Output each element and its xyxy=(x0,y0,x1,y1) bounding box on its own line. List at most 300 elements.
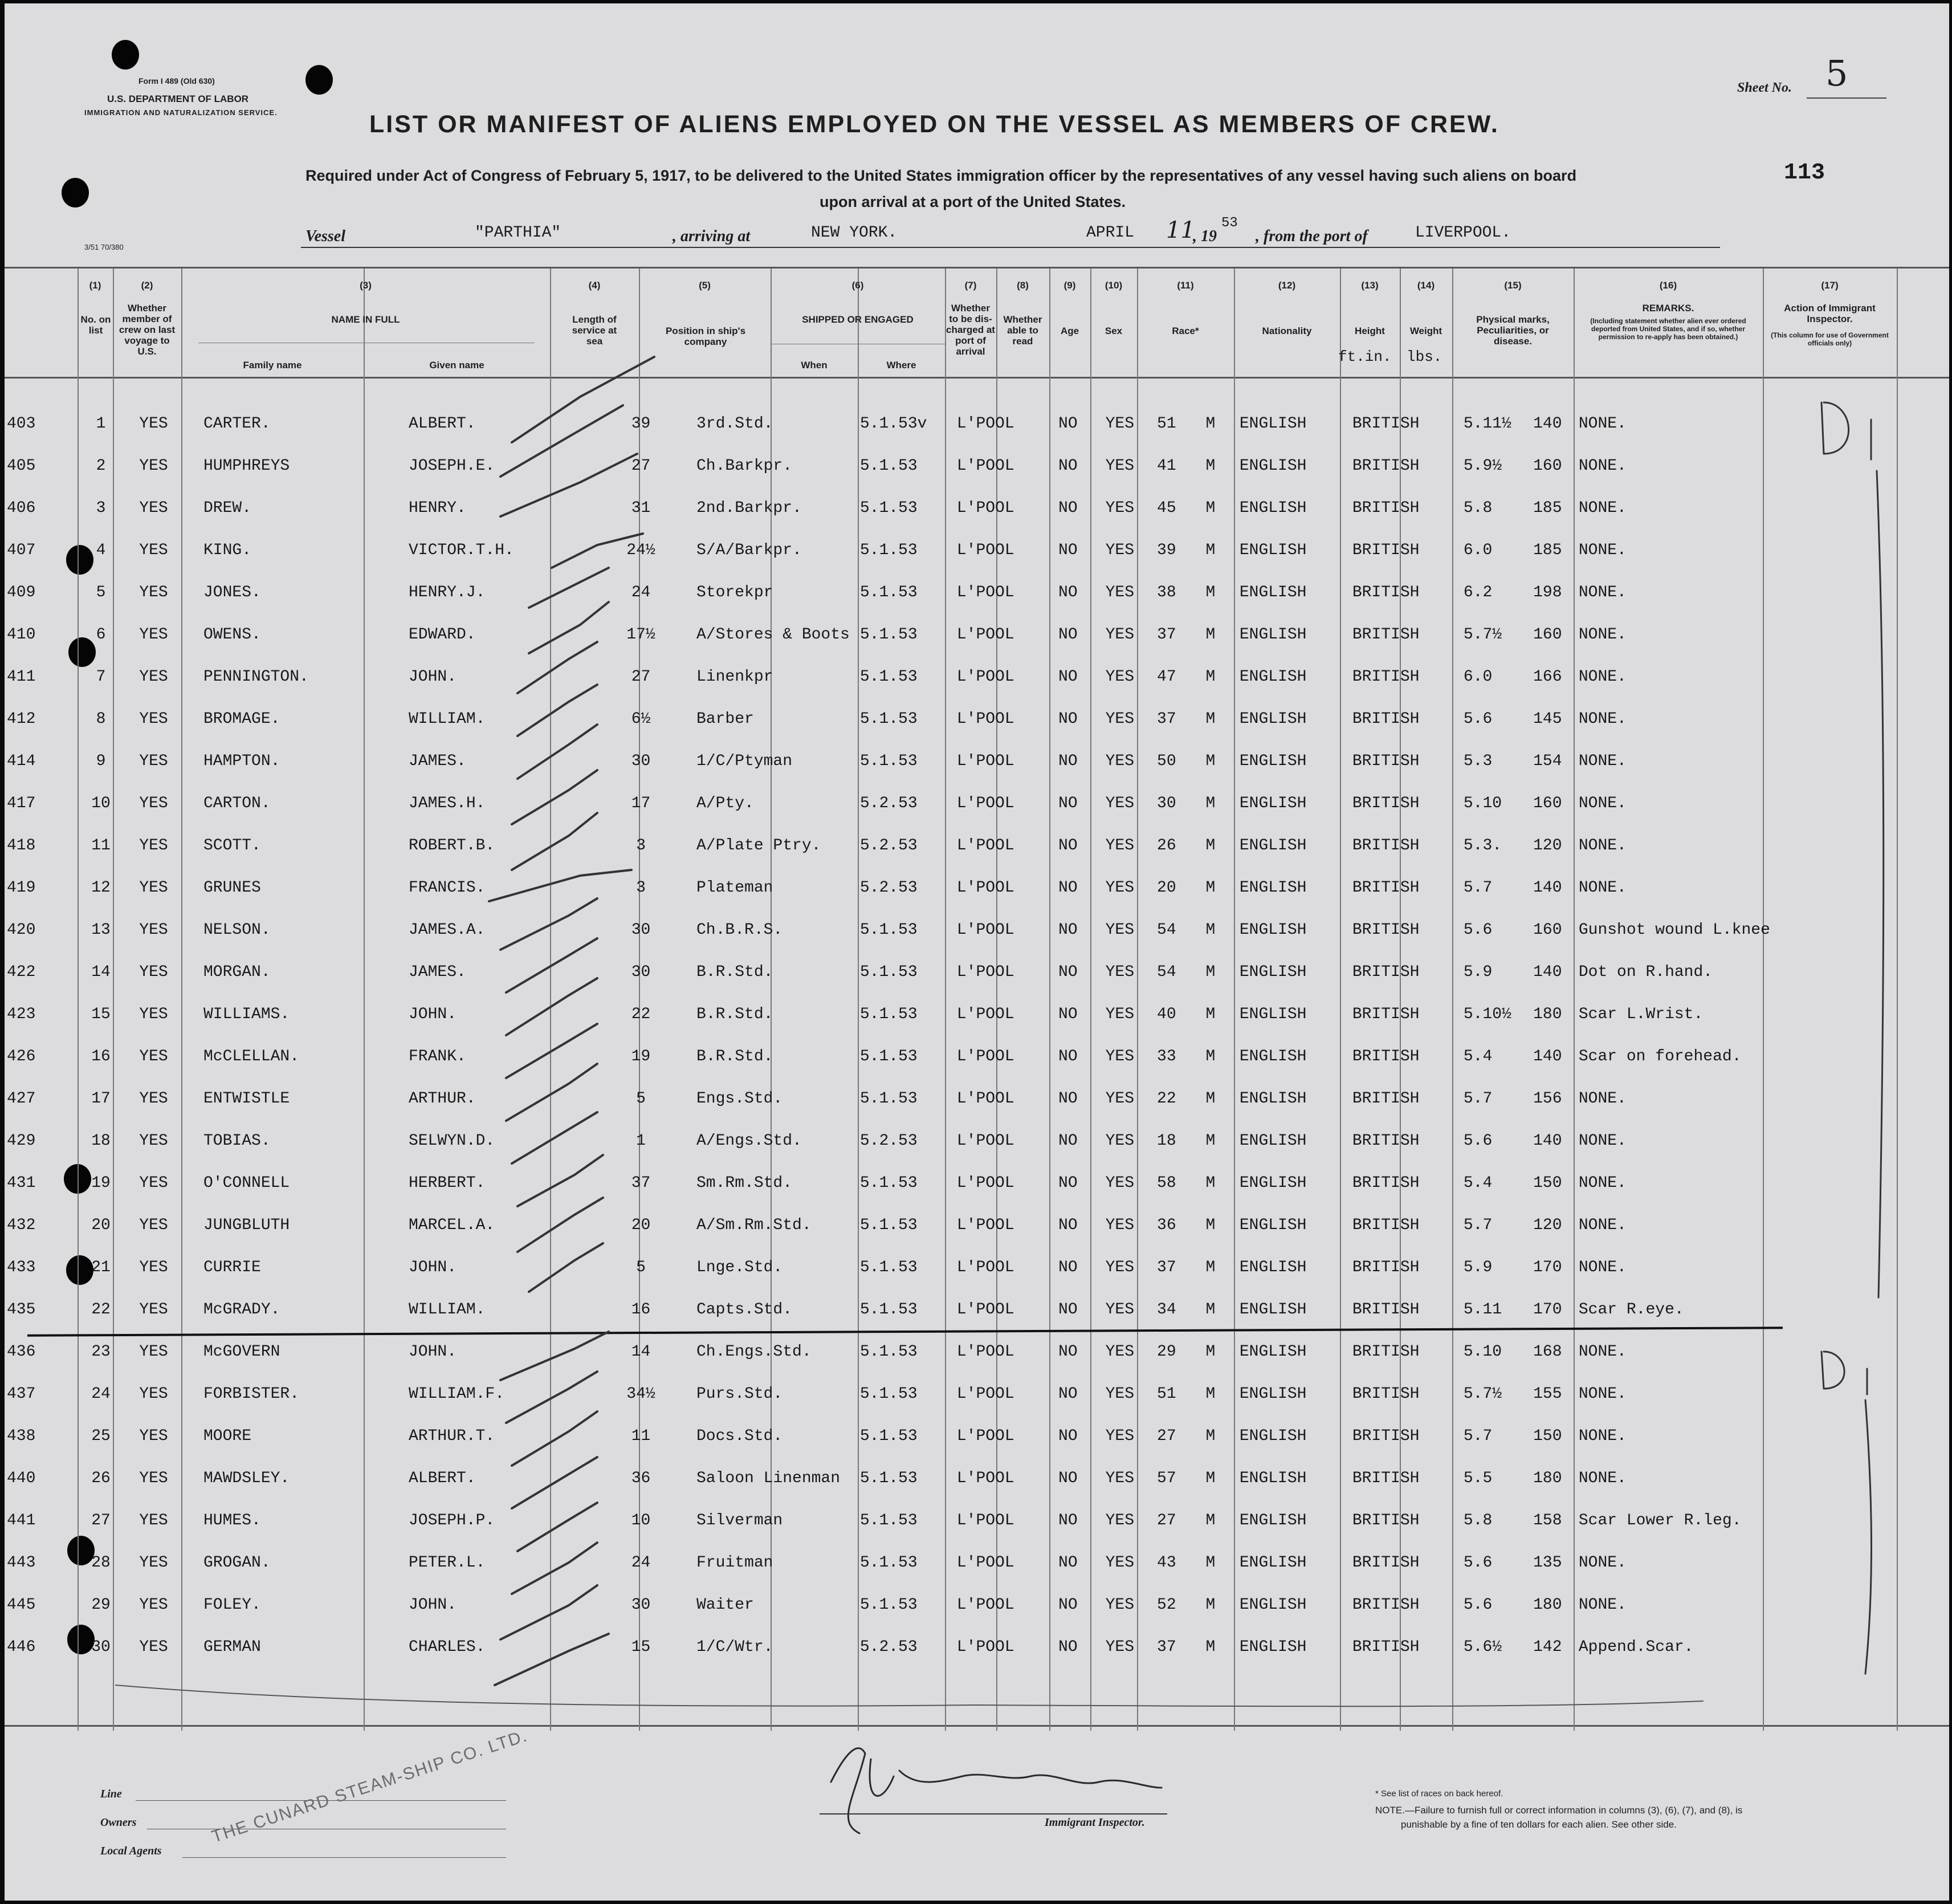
height-cell: 5.9 xyxy=(1463,963,1493,981)
pen-checkmarks xyxy=(5,3,1949,1901)
sex-cell: M xyxy=(1205,414,1216,433)
family-name-cell: HUMPHREYS xyxy=(203,457,290,475)
age-cell: 27 xyxy=(1157,1511,1176,1529)
age-cell: 39 xyxy=(1157,541,1176,559)
position-cell: 2nd.Barkpr. xyxy=(696,499,802,517)
engaged-when-cell: 5.1.53 xyxy=(859,963,918,981)
engaged-when-cell: 5.1.53 xyxy=(859,1469,918,1487)
last-voyage-cell: YES xyxy=(139,1047,168,1065)
checkmark xyxy=(512,1457,597,1508)
height-cell: 5.11½ xyxy=(1463,414,1511,433)
sex-cell: M xyxy=(1205,1638,1216,1656)
height-cell: 5.10 xyxy=(1463,794,1502,812)
race-cell: ENGLISH xyxy=(1239,499,1307,517)
family-name-cell: MAWDSLEY. xyxy=(203,1469,290,1487)
weight-cell: 154 xyxy=(1533,752,1562,770)
last-voyage-cell: YES xyxy=(139,668,168,686)
list-ref-cell: 403 xyxy=(7,414,36,433)
nationality-cell: BRITISH xyxy=(1352,1300,1420,1319)
discharged-cell: NO xyxy=(1058,668,1078,686)
given-name-cell: JOHN. xyxy=(409,1258,457,1276)
age-cell: 27 xyxy=(1157,1427,1176,1445)
weight-cell: 142 xyxy=(1533,1638,1562,1656)
col-header-number: (13) xyxy=(1361,280,1379,291)
height-cell: 5.9 xyxy=(1463,1258,1493,1276)
weight-cell: 185 xyxy=(1533,499,1562,517)
discharged-cell: NO xyxy=(1058,1258,1078,1276)
engaged-where-cell: L'POOL xyxy=(956,921,1014,939)
age-cell: 40 xyxy=(1157,1005,1176,1023)
race-cell: ENGLISH xyxy=(1239,414,1307,433)
weight-cell: 180 xyxy=(1533,1469,1562,1487)
list-ref-cell: 417 xyxy=(7,794,36,812)
engaged-when-cell: 5.1.53v xyxy=(859,414,927,433)
col-header-number: (2) xyxy=(141,280,153,291)
height-unit: ft.in. xyxy=(1338,348,1392,365)
given-name-cell: JOHN. xyxy=(409,1005,457,1023)
discharged-cell: NO xyxy=(1058,836,1078,855)
age-cell: 52 xyxy=(1157,1596,1176,1614)
physical-marks-cell: NONE. xyxy=(1578,625,1627,644)
weight-cell: 170 xyxy=(1533,1300,1562,1319)
able-to-read-cell: YES xyxy=(1105,1089,1135,1108)
able-to-read-cell: YES xyxy=(1105,752,1135,770)
row-number-cell: 3 xyxy=(96,499,106,517)
service-length-cell: 30 xyxy=(631,921,651,939)
family-name-cell: TOBIAS. xyxy=(203,1132,271,1150)
row-number-cell: 2 xyxy=(96,457,106,475)
list-ref-cell: 431 xyxy=(7,1174,36,1192)
service-length-cell: 30 xyxy=(631,752,651,770)
given-name-cell: ALBERT. xyxy=(409,1469,476,1487)
able-to-read-cell: YES xyxy=(1105,499,1135,517)
engaged-when-cell: 5.2.53 xyxy=(859,1132,918,1150)
service-length-cell: 27 xyxy=(631,668,651,686)
service-length-cell: 1 xyxy=(636,1132,646,1150)
position-cell: Silverman xyxy=(696,1511,783,1529)
given-name-cell: JOHN. xyxy=(409,668,457,686)
height-cell: 5.6 xyxy=(1463,1132,1493,1150)
race-cell: ENGLISH xyxy=(1239,1005,1307,1023)
checkmark xyxy=(512,1543,597,1594)
engaged-when-cell: 5.1.53 xyxy=(859,583,918,601)
nationality-cell: BRITISH xyxy=(1352,1511,1420,1529)
family-name-cell: HUMES. xyxy=(203,1511,261,1529)
last-voyage-cell: YES xyxy=(139,752,168,770)
row-number-cell: 9 xyxy=(96,752,106,770)
cunard-stamp: THE CUNARD STEAM-SHIP CO. LTD. xyxy=(209,1726,530,1847)
subtitle-line2: upon arrival at a port of the United States. xyxy=(820,193,1126,210)
family-name-cell: JONES. xyxy=(203,583,261,601)
engaged-where-cell: L'POOL xyxy=(956,1258,1014,1276)
sex-cell: M xyxy=(1205,457,1216,475)
weight-cell: 180 xyxy=(1533,1596,1562,1614)
service-length-cell: 24 xyxy=(631,583,651,601)
height-cell: 5.6 xyxy=(1463,710,1493,728)
engaged-where-cell: L'POOL xyxy=(956,1511,1014,1529)
engaged-when-cell: 5.2.53 xyxy=(859,1638,918,1656)
race-cell: ENGLISH xyxy=(1239,1342,1307,1361)
age-cell: 36 xyxy=(1157,1216,1176,1234)
engaged-when-cell: 5.2.53 xyxy=(859,836,918,855)
age-cell: 29 xyxy=(1157,1342,1176,1361)
checkmark xyxy=(512,1411,597,1466)
col-header-weight: Weight xyxy=(1409,326,1442,336)
service-length-cell: 6½ xyxy=(631,710,651,728)
col-header-sex: Sex xyxy=(1105,326,1123,336)
height-cell: 5.6½ xyxy=(1463,1638,1502,1656)
engaged-where-cell: L'POOL xyxy=(956,1638,1014,1656)
year-suffix: 53 xyxy=(1221,215,1238,231)
list-ref-cell: 423 xyxy=(7,1005,36,1023)
position-cell: Saloon Linenman xyxy=(696,1469,841,1487)
engaged-where-cell: L'POOL xyxy=(956,1553,1014,1572)
able-to-read-cell: YES xyxy=(1105,1005,1135,1023)
family-name-cell: MOORE xyxy=(203,1427,252,1445)
last-voyage-cell: YES xyxy=(139,921,168,939)
stamp-number: 113 xyxy=(1784,160,1825,186)
given-name-cell: ARTHUR. xyxy=(409,1089,476,1108)
height-cell: 5.4 xyxy=(1463,1174,1493,1192)
discharged-cell: NO xyxy=(1058,414,1078,433)
given-name-cell: JOSEPH.E. xyxy=(409,457,495,475)
age-cell: 54 xyxy=(1157,921,1176,939)
list-ref-cell: 441 xyxy=(7,1511,36,1529)
checkmark xyxy=(552,534,643,568)
service-length-cell: 5 xyxy=(636,1258,646,1276)
sex-cell: M xyxy=(1205,1553,1216,1572)
nationality-cell: BRITISH xyxy=(1352,1132,1420,1150)
height-cell: 5.10 xyxy=(1463,1342,1502,1361)
height-cell: 5.7½ xyxy=(1463,1385,1502,1403)
row-number-cell: 29 xyxy=(91,1596,111,1614)
race-cell: ENGLISH xyxy=(1239,710,1307,728)
age-cell: 45 xyxy=(1157,499,1176,517)
engaged-when-cell: 5.1.53 xyxy=(859,499,918,517)
discharged-cell: NO xyxy=(1058,1553,1078,1572)
list-ref-cell: 411 xyxy=(7,668,36,686)
race-cell: ENGLISH xyxy=(1239,963,1307,981)
service-length-cell: 3 xyxy=(636,836,646,855)
weight-cell: 160 xyxy=(1533,794,1562,812)
col-header-height: Height xyxy=(1355,326,1385,336)
position-cell: A/Engs.Std. xyxy=(696,1132,802,1150)
race-cell: ENGLISH xyxy=(1239,1596,1307,1614)
sex-cell: M xyxy=(1205,1342,1216,1361)
engaged-where-cell: L'POOL xyxy=(956,1596,1014,1614)
weight-cell: 140 xyxy=(1533,414,1562,433)
able-to-read-cell: YES xyxy=(1105,878,1135,897)
race-cell: ENGLISH xyxy=(1239,457,1307,475)
engaged-where-cell: L'POOL xyxy=(956,541,1014,559)
last-voyage-cell: YES xyxy=(139,836,168,855)
row-number-cell: 28 xyxy=(91,1553,111,1572)
physical-marks-cell: NONE. xyxy=(1578,541,1627,559)
age-cell: 50 xyxy=(1157,752,1176,770)
height-cell: 5.4 xyxy=(1463,1047,1493,1065)
sex-cell: M xyxy=(1205,541,1216,559)
physical-marks-cell: Scar L.Wrist. xyxy=(1578,1005,1704,1023)
row-number-cell: 25 xyxy=(91,1427,111,1445)
service-length-cell: 24 xyxy=(631,1553,651,1572)
age-cell: 26 xyxy=(1157,836,1176,855)
engaged-when-cell: 5.1.53 xyxy=(859,1047,918,1065)
discharged-cell: NO xyxy=(1058,1300,1078,1319)
engaged-where-cell: L'POOL xyxy=(956,710,1014,728)
list-ref-cell: 426 xyxy=(7,1047,36,1065)
checkmark xyxy=(500,1332,609,1380)
discharged-cell: NO xyxy=(1058,963,1078,981)
age-cell: 33 xyxy=(1157,1047,1176,1065)
family-name-cell: DREW. xyxy=(203,499,252,517)
col-header-read: Whether able to read xyxy=(1003,314,1042,347)
fine-note-line1: NOTE.—Failure to furnish full or correct information in columns (3), (6), (7), and (8), is xyxy=(1375,1805,1743,1816)
age-cell: 37 xyxy=(1157,710,1176,728)
col-header-number: (14) xyxy=(1417,280,1435,291)
race-cell: ENGLISH xyxy=(1239,921,1307,939)
row-number-cell: 30 xyxy=(91,1638,111,1656)
physical-marks-cell: NONE. xyxy=(1578,1258,1627,1276)
nationality-cell: BRITISH xyxy=(1352,1216,1420,1234)
checkmark xyxy=(506,938,597,992)
engaged-where-cell: L'POOL xyxy=(956,878,1014,897)
height-cell: 5.6 xyxy=(1463,921,1493,939)
physical-marks-cell: Gunshot wound L.knee xyxy=(1578,921,1770,939)
discharged-cell: NO xyxy=(1058,921,1078,939)
race-cell: ENGLISH xyxy=(1239,1427,1307,1445)
row-number-cell: 6 xyxy=(96,625,106,644)
footer-line xyxy=(182,1857,506,1858)
weight-cell: 198 xyxy=(1533,583,1562,601)
age-cell: 47 xyxy=(1157,668,1176,686)
checkmark xyxy=(517,725,597,779)
able-to-read-cell: YES xyxy=(1105,1258,1135,1276)
list-ref-cell: 414 xyxy=(7,752,36,770)
race-cell: ENGLISH xyxy=(1239,668,1307,686)
given-name-cell: JAMES.H. xyxy=(409,794,486,812)
given-name-cell: WILLIAM. xyxy=(409,710,486,728)
nationality-cell: BRITISH xyxy=(1352,963,1420,981)
arrival-month: APRIL xyxy=(1086,224,1135,242)
form-id: Form I 489 (Old 630) xyxy=(138,76,215,86)
service-length-cell: 14 xyxy=(631,1342,651,1361)
race-cell: ENGLISH xyxy=(1239,1258,1307,1276)
row-number-cell: 19 xyxy=(91,1174,111,1192)
engaged-when-cell: 5.1.53 xyxy=(859,1385,918,1403)
position-cell: Barber xyxy=(696,710,754,728)
sex-cell: M xyxy=(1205,921,1216,939)
engaged-when-cell: 5.1.53 xyxy=(859,1300,918,1319)
engaged-when-cell: 5.1.53 xyxy=(859,668,918,686)
col-header-physical: Physical marks, Peculiarities, or disease. xyxy=(1476,314,1550,347)
col-header-last-voyage: Whether member of crew on last voyage to U.S. xyxy=(119,303,176,357)
physical-marks-cell: NONE. xyxy=(1578,1132,1627,1150)
last-voyage-cell: YES xyxy=(139,541,168,559)
engaged-when-cell: 5.1.53 xyxy=(859,1596,918,1614)
list-ref-cell: 436 xyxy=(7,1342,36,1361)
family-name-cell: HAMPTON. xyxy=(203,752,280,770)
row-number-cell: 7 xyxy=(96,668,106,686)
given-name-cell: VICTOR.T.H. xyxy=(409,541,514,559)
height-cell: 5.9½ xyxy=(1463,457,1502,475)
nationality-cell: BRITISH xyxy=(1352,878,1420,897)
able-to-read-cell: YES xyxy=(1105,1553,1135,1572)
engaged-where-cell: L'POOL xyxy=(956,1005,1014,1023)
engaged-when-cell: 5.1.53 xyxy=(859,1005,918,1023)
col-header-position: Position in ship's company xyxy=(665,326,746,347)
col-header-number: (4) xyxy=(588,280,601,291)
height-cell: 5.3. xyxy=(1463,836,1502,855)
engaged-when-cell: 5.1.53 xyxy=(859,1258,918,1276)
weight-cell: 185 xyxy=(1533,541,1562,559)
height-cell: 5.7 xyxy=(1463,1089,1493,1108)
position-cell: Waiter xyxy=(696,1596,754,1614)
last-voyage-cell: YES xyxy=(139,1089,168,1108)
family-name-cell: OWENS. xyxy=(203,625,261,644)
discharged-cell: NO xyxy=(1058,1132,1078,1150)
position-cell: A/Pty. xyxy=(696,794,754,812)
height-cell: 5.6 xyxy=(1463,1553,1493,1572)
last-voyage-cell: YES xyxy=(139,414,168,433)
vessel-label: Vessel xyxy=(305,227,345,245)
race-cell: ENGLISH xyxy=(1239,794,1307,812)
service-length-cell: 34½ xyxy=(626,1385,655,1403)
discharged-cell: NO xyxy=(1058,1385,1078,1403)
given-name-cell: JAMES. xyxy=(409,963,466,981)
able-to-read-cell: YES xyxy=(1105,1174,1135,1192)
col-header-discharged: Whether to be dis-charged at port of arrival xyxy=(946,303,995,357)
discharged-cell: NO xyxy=(1058,752,1078,770)
weight-cell: 180 xyxy=(1533,1005,1562,1023)
row-number-cell: 15 xyxy=(91,1005,111,1023)
col-header-number: (9) xyxy=(1063,280,1076,291)
service-length-cell: 39 xyxy=(631,414,651,433)
row-number-cell: 13 xyxy=(91,921,111,939)
physical-marks-cell: Append.Scar. xyxy=(1578,1638,1694,1656)
nationality-cell: BRITISH xyxy=(1352,414,1420,433)
position-cell: Capts.Std. xyxy=(696,1300,793,1319)
given-name-cell: HERBERT. xyxy=(409,1174,486,1192)
family-name-cell: ENTWISTLE xyxy=(203,1089,290,1108)
service-length-cell: 11 xyxy=(631,1427,651,1445)
sex-cell: M xyxy=(1205,1427,1216,1445)
list-ref-cell: 418 xyxy=(7,836,36,855)
sex-cell: M xyxy=(1205,836,1216,855)
family-name-cell: CARTON. xyxy=(203,794,271,812)
checkmark xyxy=(500,898,597,950)
given-name-cell: HENRY. xyxy=(409,499,466,517)
sex-cell: M xyxy=(1205,1596,1216,1614)
discharged-cell: NO xyxy=(1058,457,1078,475)
weight-cell: 120 xyxy=(1533,836,1562,855)
list-ref-cell: 419 xyxy=(7,878,36,897)
height-cell: 5.7 xyxy=(1463,878,1493,897)
nationality-cell: BRITISH xyxy=(1352,1089,1420,1108)
engaged-where-cell: L'POOL xyxy=(956,1174,1014,1192)
row-number-cell: 12 xyxy=(91,878,111,897)
checkmark xyxy=(500,405,623,477)
inspector-mark-d1 xyxy=(1821,402,1849,454)
row-number-cell: 5 xyxy=(96,583,106,601)
family-name-cell: WILLIAMS. xyxy=(203,1005,290,1023)
able-to-read-cell: YES xyxy=(1105,541,1135,559)
inspector-bracket xyxy=(1865,1400,1872,1674)
checkmark xyxy=(517,642,597,693)
height-cell: 5.8 xyxy=(1463,499,1493,517)
col-header-family-name: Family name xyxy=(243,360,302,371)
col-header-remarks: REMARKS. xyxy=(1642,303,1694,314)
given-name-cell: JOHN. xyxy=(409,1596,457,1614)
sex-cell: M xyxy=(1205,1511,1216,1529)
engaged-where-cell: L'POOL xyxy=(956,1342,1014,1361)
physical-marks-cell: NONE. xyxy=(1578,668,1627,686)
row-number-cell: 24 xyxy=(91,1385,111,1403)
col-header-inspector-action: Action of Immigrant Inspector. xyxy=(1784,303,1876,324)
service-length-cell: 20 xyxy=(631,1216,651,1234)
height-cell: 5.8 xyxy=(1463,1511,1493,1529)
service-length-cell: 5 xyxy=(636,1089,646,1108)
race-cell: ENGLISH xyxy=(1239,1216,1307,1234)
sex-cell: M xyxy=(1205,1047,1216,1065)
family-name-cell: FORBISTER. xyxy=(203,1385,300,1403)
engaged-where-cell: L'POOL xyxy=(956,963,1014,981)
physical-marks-cell: NONE. xyxy=(1578,1385,1627,1403)
nationality-cell: BRITISH xyxy=(1352,1174,1420,1192)
able-to-read-cell: YES xyxy=(1105,1047,1135,1065)
nationality-cell: BRITISH xyxy=(1352,499,1420,517)
given-name-cell: PETER.L. xyxy=(409,1553,486,1572)
discharged-cell: NO xyxy=(1058,794,1078,812)
list-ref-cell: 440 xyxy=(7,1469,36,1487)
checkmark xyxy=(517,1155,603,1206)
physical-marks-cell: NONE. xyxy=(1578,878,1627,897)
position-cell: Purs.Std. xyxy=(696,1385,783,1403)
row-number-cell: 4 xyxy=(96,541,106,559)
given-name-cell: FRANK. xyxy=(409,1047,466,1065)
position-cell: S/A/Barkpr. xyxy=(696,541,802,559)
last-voyage-cell: YES xyxy=(139,457,168,475)
physical-marks-cell: NONE. xyxy=(1578,499,1627,517)
col-header-age: Age xyxy=(1060,326,1079,336)
race-cell: ENGLISH xyxy=(1239,878,1307,897)
height-cell: 5.11 xyxy=(1463,1300,1502,1319)
given-name-cell: JAMES. xyxy=(409,752,466,770)
position-cell: A/Stores & Boots xyxy=(696,625,850,644)
age-cell: 30 xyxy=(1157,794,1176,812)
last-voyage-cell: YES xyxy=(139,1553,168,1572)
last-voyage-cell: YES xyxy=(139,499,168,517)
physical-marks-cell: NONE. xyxy=(1578,1469,1627,1487)
able-to-read-cell: YES xyxy=(1105,1427,1135,1445)
engaged-where-cell: L'POOL xyxy=(956,1216,1014,1234)
sex-cell: M xyxy=(1205,1216,1216,1234)
engaged-when-cell: 5.1.53 xyxy=(859,625,918,644)
service-length-cell: 3 xyxy=(636,878,646,897)
nationality-cell: BRITISH xyxy=(1352,710,1420,728)
sex-cell: M xyxy=(1205,710,1216,728)
nationality-cell: BRITISH xyxy=(1352,583,1420,601)
checkmark xyxy=(500,454,637,516)
engaged-when-cell: 5.2.53 xyxy=(859,878,918,897)
position-cell: Storekpr xyxy=(696,583,773,601)
given-name-cell: CHARLES. xyxy=(409,1638,486,1656)
height-cell: 5.5 xyxy=(1463,1469,1493,1487)
family-name-cell: BROMAGE. xyxy=(203,710,280,728)
list-ref-cell: 445 xyxy=(7,1596,36,1614)
last-voyage-cell: YES xyxy=(139,1342,168,1361)
height-cell: 5.6 xyxy=(1463,1596,1493,1614)
list-ref-cell: 435 xyxy=(7,1300,36,1319)
